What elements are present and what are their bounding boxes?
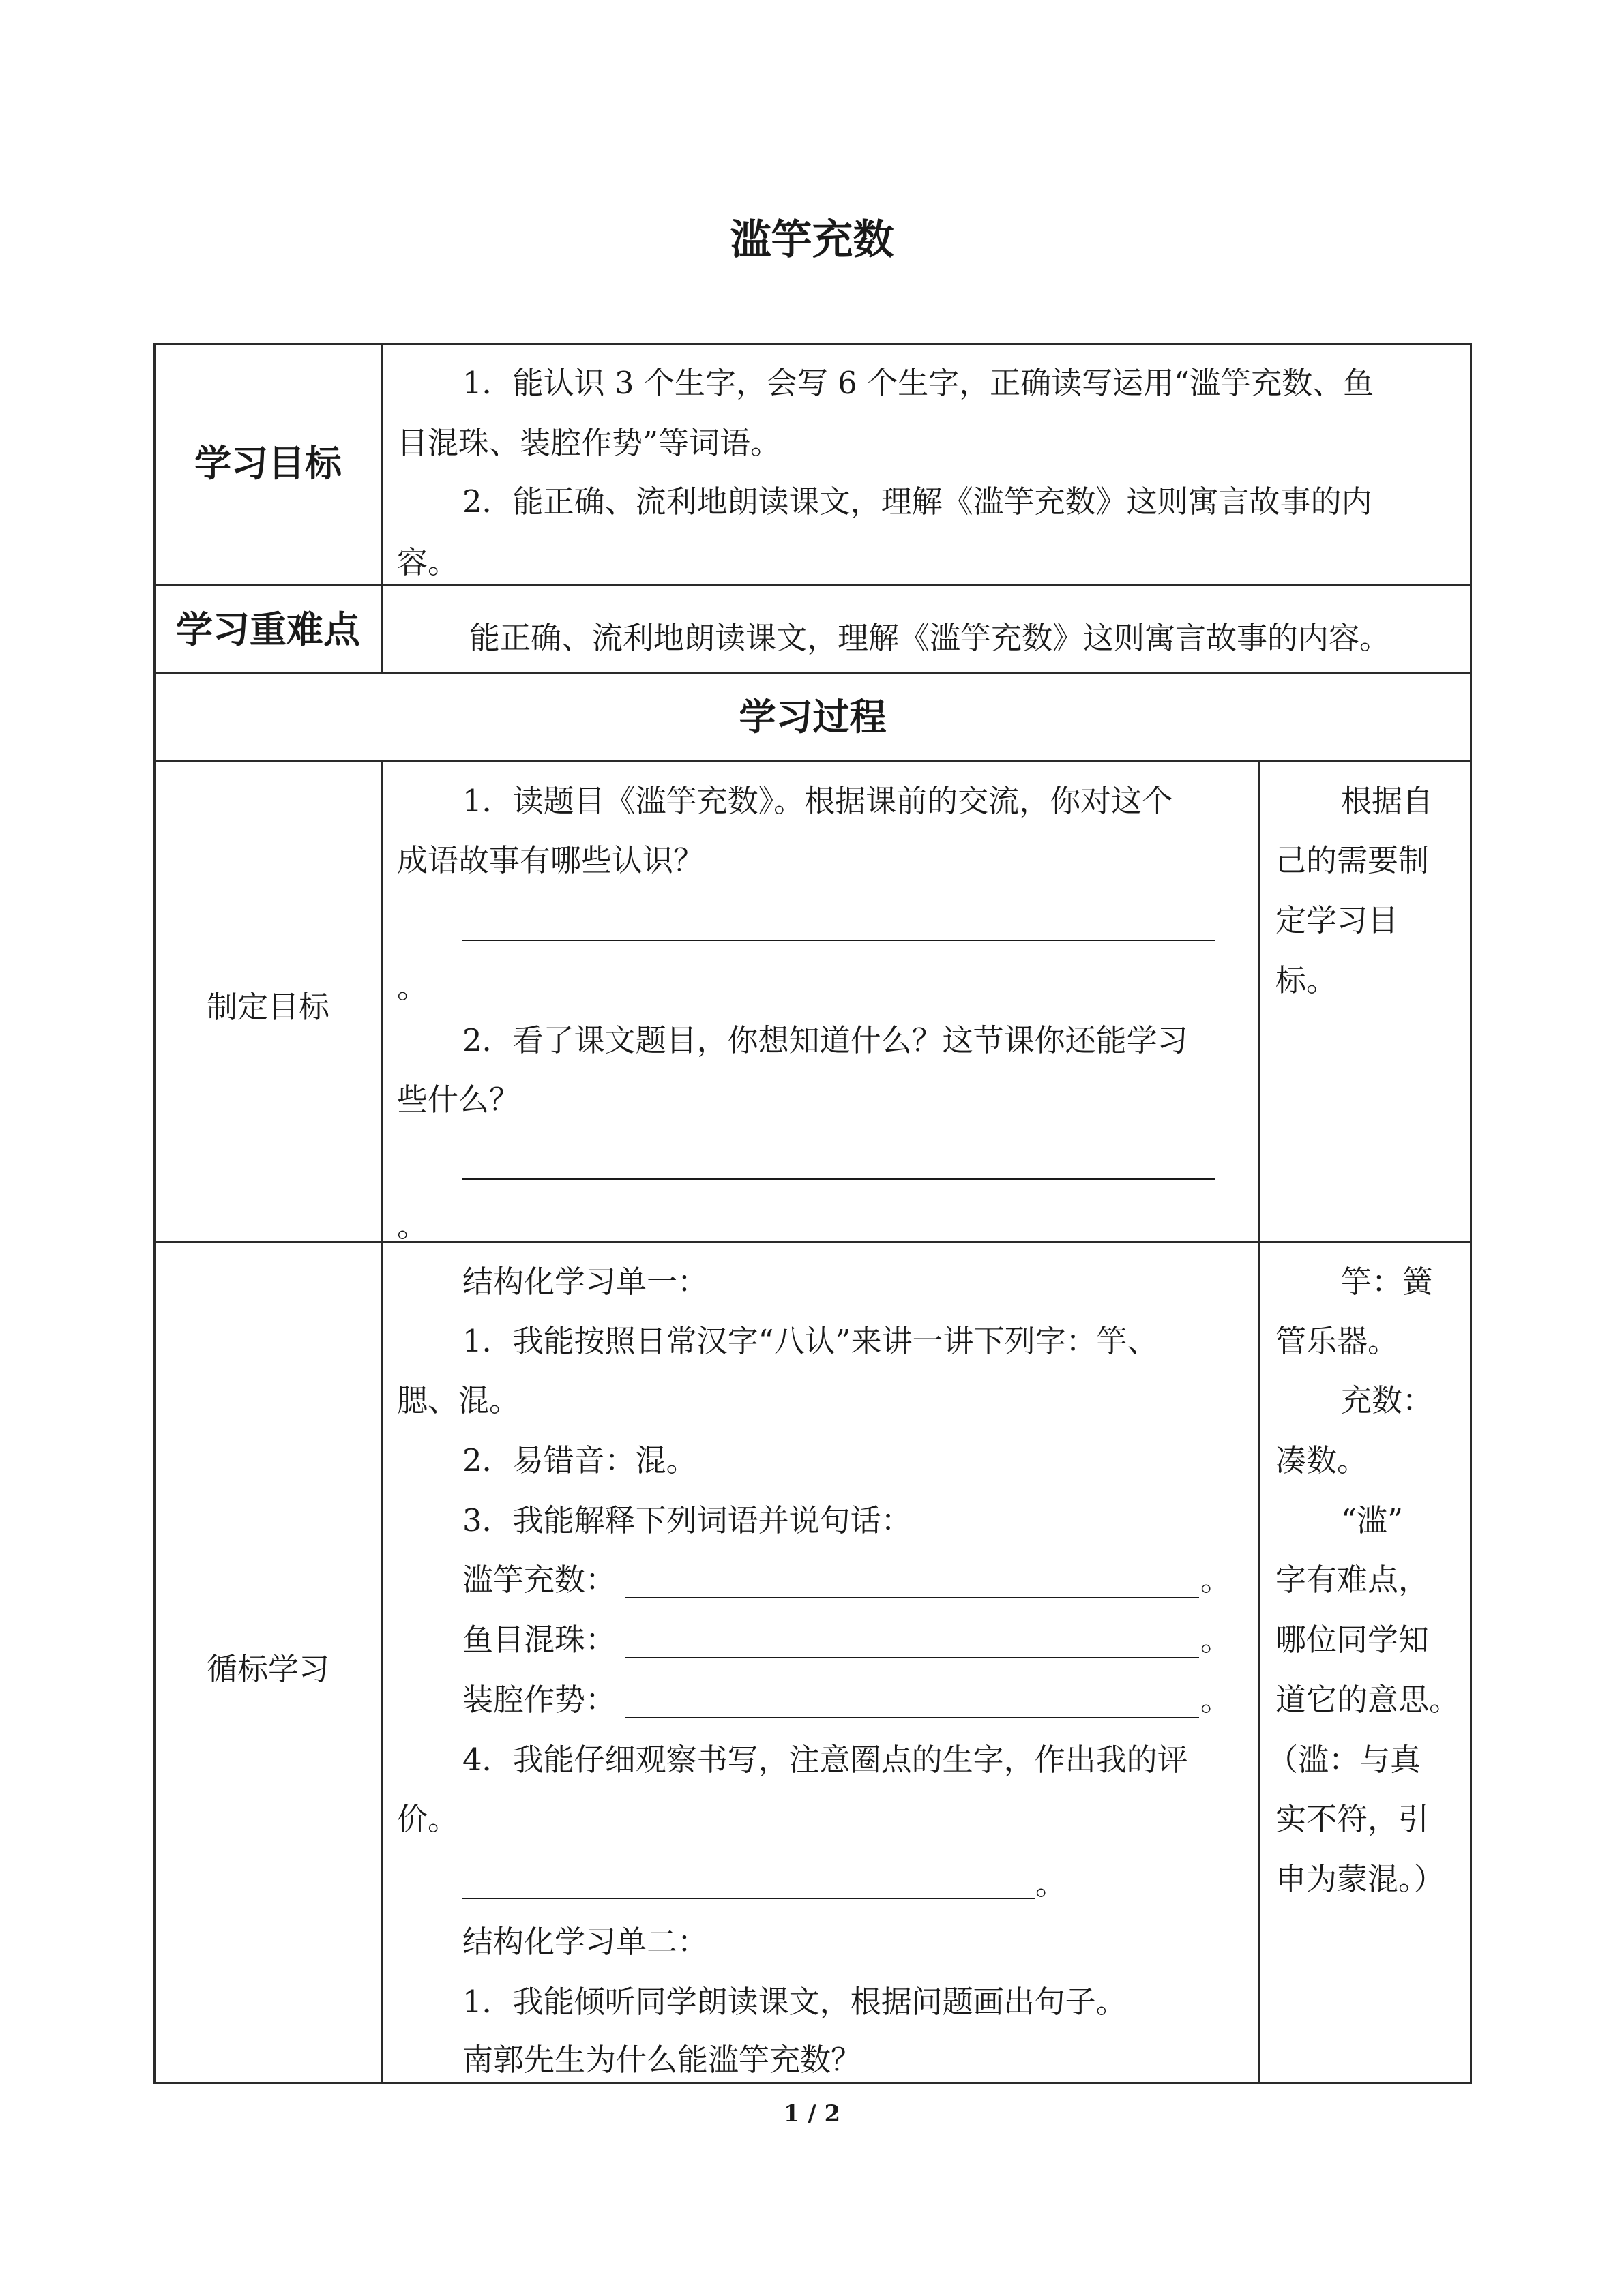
goals-line-3: 2．能正确、流利地朗读课文，理解《滥竽充数》这则寓言故事的内 <box>462 483 1372 520</box>
term-1-label: 滥竽充数： <box>462 1562 617 1598</box>
term-1-blank[interactable] <box>625 1597 1199 1598</box>
table-border-top <box>153 343 1472 345</box>
set-goals-line-4: 些什么？ <box>397 1082 520 1118</box>
set-goals-note-4: 标。 <box>1275 962 1338 998</box>
set-goals-note-2: 己的需要制 <box>1275 842 1430 878</box>
term-2-label: 鱼目混珠： <box>462 1622 617 1658</box>
table-border-setgoals-bottom <box>153 1241 1472 1243</box>
table-border-bottom <box>153 2082 1472 2084</box>
set-goals-label: 制定目标 <box>206 989 329 1025</box>
table-divider-note <box>1258 760 1260 2084</box>
term-2-blank[interactable] <box>625 1657 1199 1658</box>
goals-line-2: 目混珠、装腔作势”等词语。 <box>397 425 782 461</box>
evaluation-period: 。 <box>1035 1866 1067 1902</box>
evaluation-blank[interactable] <box>462 1898 1035 1899</box>
follow-note-1: 竽：簧 <box>1341 1264 1434 1300</box>
follow-line-9: 4．我能仔细观察书写，注意圈点的生字，作出我的评 <box>462 1742 1188 1778</box>
follow-note-2: 管乐器。 <box>1275 1323 1399 1359</box>
term-3-blank[interactable] <box>625 1717 1199 1718</box>
follow-note-8: 道它的意思。 <box>1275 1682 1460 1718</box>
follow-line-4: 2．易错音：混。 <box>462 1442 697 1478</box>
goals-line-1: 1．能认识 3 个生字，会写 6 个生字，正确读写运用“滥竽充数、鱼 <box>462 365 1374 401</box>
table-divider-label-bottom <box>381 760 383 2084</box>
term-2-period: 。 <box>1200 1622 1232 1658</box>
term-1-period: 。 <box>1200 1562 1232 1598</box>
set-goals-period-1: 。 <box>397 969 428 1005</box>
table-border-right <box>1470 343 1472 2084</box>
follow-note-9: （滥：与真 <box>1267 1742 1421 1778</box>
set-goals-line-1: 1．读题目《滥竽充数》。根据课前的交流，你对这个 <box>462 783 1173 819</box>
goals-label: 学习目标 <box>194 442 342 485</box>
page-number: 1 / 2 <box>783 2100 841 2128</box>
follow-note-4: 凑数。 <box>1275 1442 1368 1478</box>
goals-line-4: 容。 <box>397 544 459 580</box>
follow-line-13: 1．我能倾听同学朗读课文，根据问题画出句子。 <box>462 1984 1127 2020</box>
follow-note-6: 字有难点， <box>1275 1562 1430 1598</box>
table-border-process-bottom <box>153 760 1472 762</box>
follow-line-10: 价。 <box>397 1801 459 1837</box>
keypoints-text: 能正确、流利地朗读课文，理解《滥竽充数》这则寓言故事的内容。 <box>469 620 1391 656</box>
term-3-period: 。 <box>1200 1682 1232 1718</box>
keypoints-label: 学习重难点 <box>176 608 360 651</box>
follow-line-14: 南郭先生为什么能滥竽充数？ <box>462 2042 862 2078</box>
follow-line-5: 3．我能解释下列词语并说句话： <box>462 1502 912 1538</box>
answer-blank-1[interactable] <box>462 940 1215 941</box>
table-border-goals-bottom <box>153 584 1472 586</box>
follow-note-5: “滥” <box>1341 1502 1404 1538</box>
follow-note-10: 实不符，引 <box>1275 1801 1430 1837</box>
set-goals-line-3: 2．看了课文题目，你想知道什么？这节课你还能学习 <box>462 1022 1188 1058</box>
page-title: 滥竽充数 <box>730 216 894 264</box>
follow-note-7: 哪位同学知 <box>1275 1622 1430 1658</box>
set-goals-line-2: 成语故事有哪些认识？ <box>397 842 705 878</box>
table-divider-label-top <box>381 343 383 674</box>
answer-blank-2[interactable] <box>462 1178 1215 1180</box>
follow-label: 循标学习 <box>206 1651 329 1687</box>
set-goals-note-3: 定学习目 <box>1275 902 1399 938</box>
follow-line-12: 结构化学习单二： <box>462 1924 709 1960</box>
follow-note-3: 充数： <box>1341 1382 1434 1418</box>
follow-line-1: 结构化学习单一： <box>462 1264 709 1300</box>
term-3-label: 装腔作势： <box>462 1682 617 1718</box>
follow-line-2: 1．我能按照日常汉字“八认”来讲一讲下列字：竽、 <box>462 1323 1158 1359</box>
follow-line-3: 腮、混。 <box>397 1382 520 1418</box>
set-goals-note-1: 根据自 <box>1341 783 1434 819</box>
set-goals-period-2: 。 <box>397 1208 428 1244</box>
table-border-keypoints-bottom <box>153 672 1472 674</box>
process-heading: 学习过程 <box>739 696 887 739</box>
follow-note-11: 申为蒙混。） <box>1275 1861 1445 1897</box>
